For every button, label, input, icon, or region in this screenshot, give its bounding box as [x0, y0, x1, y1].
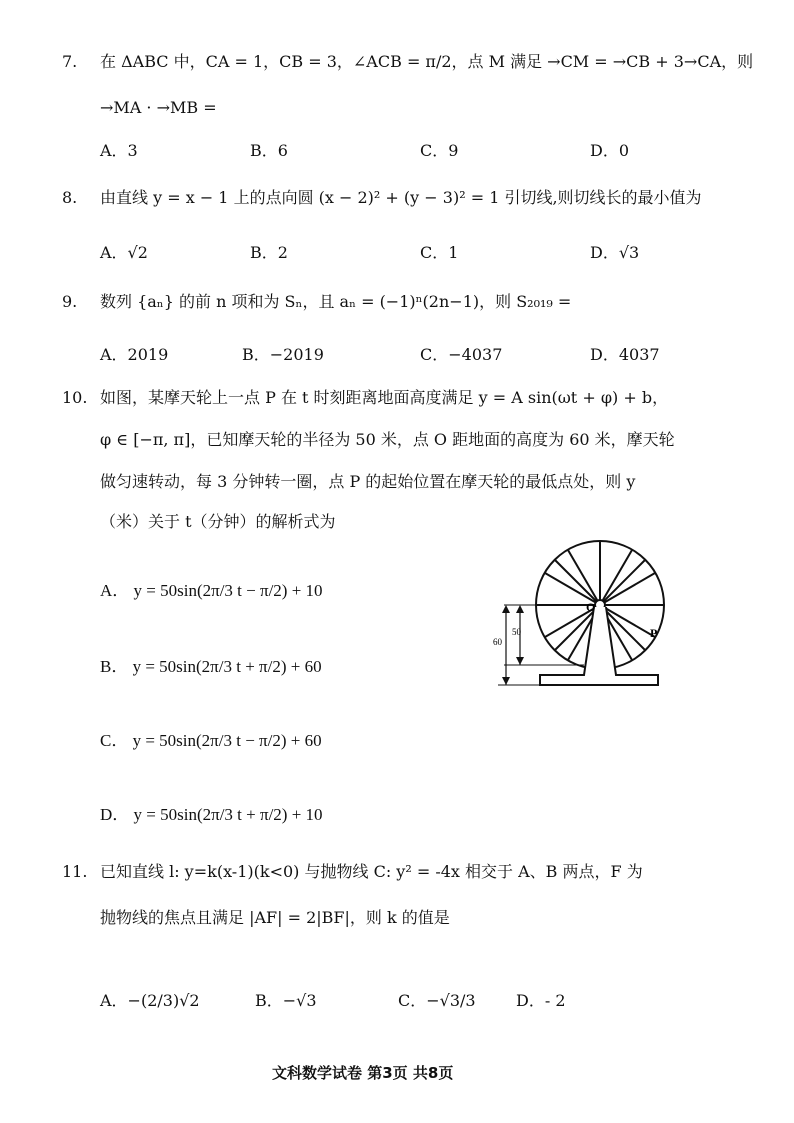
- label-o: O: [586, 600, 596, 614]
- q10-line2: φ ∈ [−π, π]，已知摩天轮的半径为 50 米，点 O 距地面的高度为 60 米，摩天轮: [100, 430, 675, 449]
- q8-line1: [62, 186, 702, 210]
- q10-option-c: [100, 726, 322, 751]
- q8-option-d: D．√3: [590, 243, 640, 262]
- q8-number: 8.: [62, 188, 78, 207]
- q10-option-c-label: C．: [100, 731, 129, 750]
- q11-number: 11.: [62, 862, 88, 881]
- q10-option-a-expr: y = 50sin(2π/3 t − π/2) + 10: [133, 581, 323, 600]
- q7-option-c: C．9: [420, 141, 459, 160]
- q9-option-c: C．−4037: [420, 345, 503, 364]
- q10-option-d: [100, 800, 323, 825]
- q7-stem: 在 ΔABC 中，CA = 1，CB = 3，∠ACB = π/2，点 M 满足 →CM = →CB + 3→CA，则: [100, 52, 754, 71]
- q10-option-a: [100, 576, 323, 601]
- q7-option-d: D．0: [590, 141, 630, 160]
- q10-line4: （米）关于 t（分钟）的解析式为: [100, 512, 336, 531]
- q10-option-b-expr: y = 50sin(2π/3 t + π/2) + 60: [132, 657, 322, 676]
- q7-option-b: B．6: [250, 141, 288, 160]
- q11-stem-1: 已知直线 l: y=k(x-1)(k<0) 与抛物线 C: y² = -4x 相交于 A、B 两点，F 为: [100, 862, 643, 881]
- q10-number: 10.: [62, 388, 88, 407]
- page-footer: 文科数学试卷 第3页 共8页: [272, 1064, 454, 1082]
- q11-option-c: C．−√3/3: [398, 991, 476, 1010]
- q9-number: 9.: [62, 292, 78, 311]
- q9-option-b: B．−2019: [242, 345, 324, 364]
- label-p: P: [650, 626, 658, 640]
- q10-option-b-label: B．: [100, 657, 129, 676]
- q11-option-d: D．- 2: [516, 991, 566, 1010]
- label-50: 50: [512, 627, 521, 637]
- q11-option-a: A．−(2/3)√2: [100, 991, 200, 1010]
- q11-line1: [62, 860, 643, 884]
- q9-line1: [62, 290, 571, 314]
- q9-option-a: A．2019: [100, 345, 169, 364]
- ferris-wheel-figure: [490, 535, 690, 695]
- q10-option-c-expr: y = 50sin(2π/3 t − π/2) + 60: [132, 731, 322, 750]
- q9-option-d: D．4037: [590, 345, 660, 364]
- q8-option-c: C．1: [420, 243, 459, 262]
- q11-option-b: B．−√3: [255, 991, 317, 1010]
- q7-number: 7.: [62, 52, 78, 71]
- q8-option-a: A．√2: [100, 243, 148, 262]
- q10-line1: [62, 386, 668, 410]
- q10-stem-1: 如图，某摩天轮上一点 P 在 t 时刻距离地面高度满足 y = A sin(ωt + φ) + b，: [100, 388, 669, 407]
- q8-stem: 由直线 y = x − 1 上的点向圆 (x − 2)² + (y − 3)² = 1 引切线,则切线长的最小值为: [100, 188, 702, 207]
- q10-option-d-label: D．: [100, 805, 130, 824]
- q7-line2: →MA · →MB =: [100, 98, 217, 117]
- q10-option-b: [100, 652, 322, 677]
- q7-line1: [62, 50, 753, 74]
- q8-option-b: B．2: [250, 243, 288, 262]
- q10-option-d-expr: y = 50sin(2π/3 t + π/2) + 10: [133, 805, 323, 824]
- q11-line2: 抛物线的焦点且满足 |AF| = 2|BF|，则 k 的值是: [100, 908, 450, 927]
- q7-option-a: A．3: [100, 141, 138, 160]
- q10-option-a-label: A．: [100, 581, 130, 600]
- q9-stem: 数列 {aₙ} 的前 n 项和为 Sₙ，且 aₙ = (−1)ⁿ(2n−1)，则 S₂₀₁₉ =: [100, 292, 572, 311]
- label-60: 60: [493, 637, 502, 647]
- q10-line3: 做匀速转动，每 3 分钟转一圈，点 P 的起始位置在摩天轮的最低点处，则 y: [100, 472, 636, 491]
